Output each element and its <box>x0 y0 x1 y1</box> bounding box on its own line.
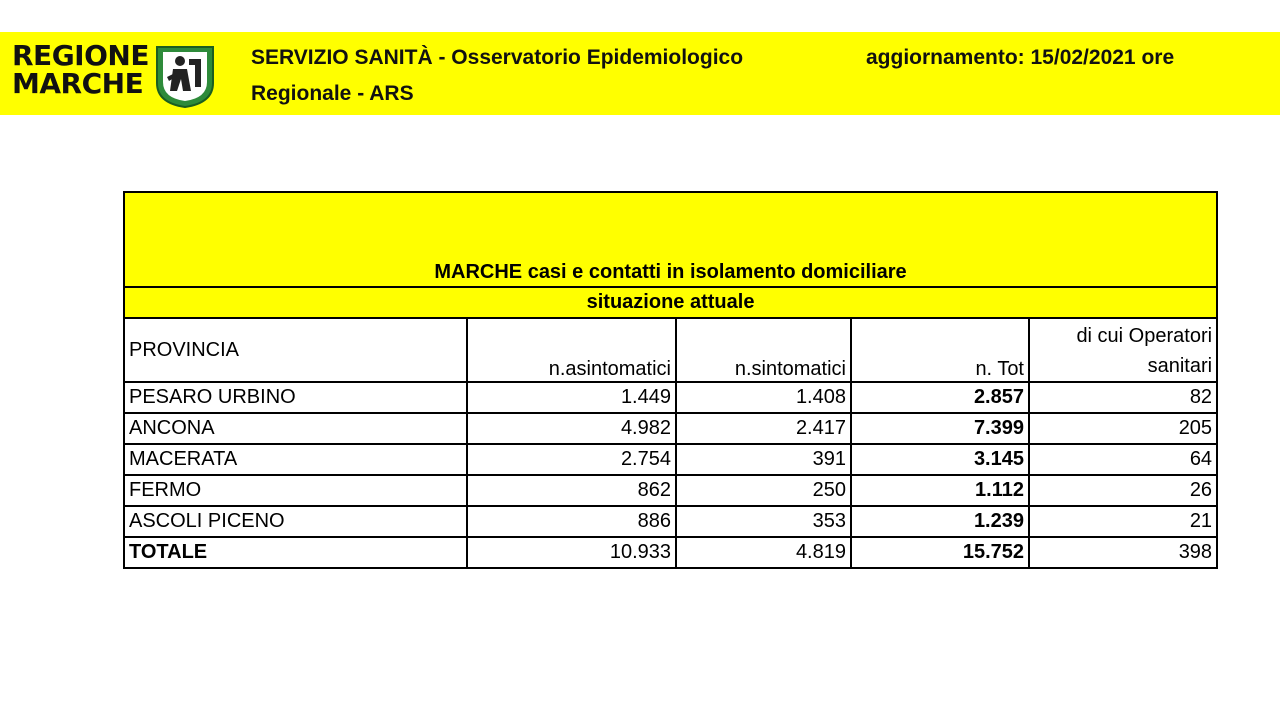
table-row <box>124 413 1217 444</box>
logo-wordmark <box>12 39 149 100</box>
cell-sintomatici: 2.417 <box>676 413 851 444</box>
table-row <box>124 475 1217 506</box>
cell-tot: 1.239 <box>851 506 1029 537</box>
cell-tot-total: 15.752 <box>851 537 1029 568</box>
cell-asintomatici: 1.449 <box>467 382 676 413</box>
header-title <box>251 40 743 112</box>
cell-provincia: PESARO URBINO <box>124 382 467 413</box>
regione-marche-emblem-icon <box>153 43 217 109</box>
update-timestamp: aggiornamento: 15/02/2021 ore <box>866 46 1175 69</box>
table-row <box>124 444 1217 475</box>
cell-provincia: ANCONA <box>124 413 467 444</box>
cell-provincia: ASCOLI PICENO <box>124 506 467 537</box>
table-header-row <box>124 318 1217 382</box>
cell-provincia: FERMO <box>124 475 467 506</box>
cell-operatori: 82 <box>1029 382 1217 413</box>
cell-tot: 2.857 <box>851 382 1029 413</box>
col-header-sintomatici: n.sintomatici <box>676 318 851 382</box>
table-title: MARCHE casi e contatti in isolamento domiciliare <box>124 192 1217 287</box>
cell-sintomatici: 1.408 <box>676 382 851 413</box>
cell-operatori: 21 <box>1029 506 1217 537</box>
cell-tot: 3.145 <box>851 444 1029 475</box>
cell-tot: 7.399 <box>851 413 1029 444</box>
cell-asintomatici: 4.982 <box>467 413 676 444</box>
cell-asintomatici: 862 <box>467 475 676 506</box>
table-total-row <box>124 537 1217 568</box>
cell-provincia-total: TOTALE <box>124 537 467 568</box>
table-row <box>124 506 1217 537</box>
header-banner <box>0 32 1280 115</box>
logo-line-1: REGIONE <box>12 39 149 72</box>
cell-operatori: 64 <box>1029 444 1217 475</box>
cell-sintomatici: 250 <box>676 475 851 506</box>
isolation-table <box>123 191 1218 569</box>
cell-operatori-total: 398 <box>1029 537 1217 568</box>
cell-operatori: 205 <box>1029 413 1217 444</box>
col-header-operatori: di cui Operatori sanitari <box>1029 318 1217 382</box>
header-title-line-2: Regionale - ARS <box>251 82 414 105</box>
table-row <box>124 382 1217 413</box>
header-title-line-1: SERVIZIO SANITÀ - Osservatorio Epidemiologico <box>251 46 744 69</box>
cell-operatori: 26 <box>1029 475 1217 506</box>
cell-asintomatici-total: 10.933 <box>467 537 676 568</box>
cell-sintomatici: 391 <box>676 444 851 475</box>
col-header-tot: n. Tot <box>851 318 1029 382</box>
cell-asintomatici: 886 <box>467 506 676 537</box>
cell-sintomatici-total: 4.819 <box>676 537 851 568</box>
cell-sintomatici: 353 <box>676 506 851 537</box>
cell-tot: 1.112 <box>851 475 1029 506</box>
col-header-asintomatici: n.asintomatici <box>467 318 676 382</box>
logo-line-2: MARCHE <box>12 67 144 100</box>
cell-provincia: MACERATA <box>124 444 467 475</box>
col-header-provincia: PROVINCIA <box>124 318 467 382</box>
cell-asintomatici: 2.754 <box>467 444 676 475</box>
table-subtitle: situazione attuale <box>124 287 1217 318</box>
